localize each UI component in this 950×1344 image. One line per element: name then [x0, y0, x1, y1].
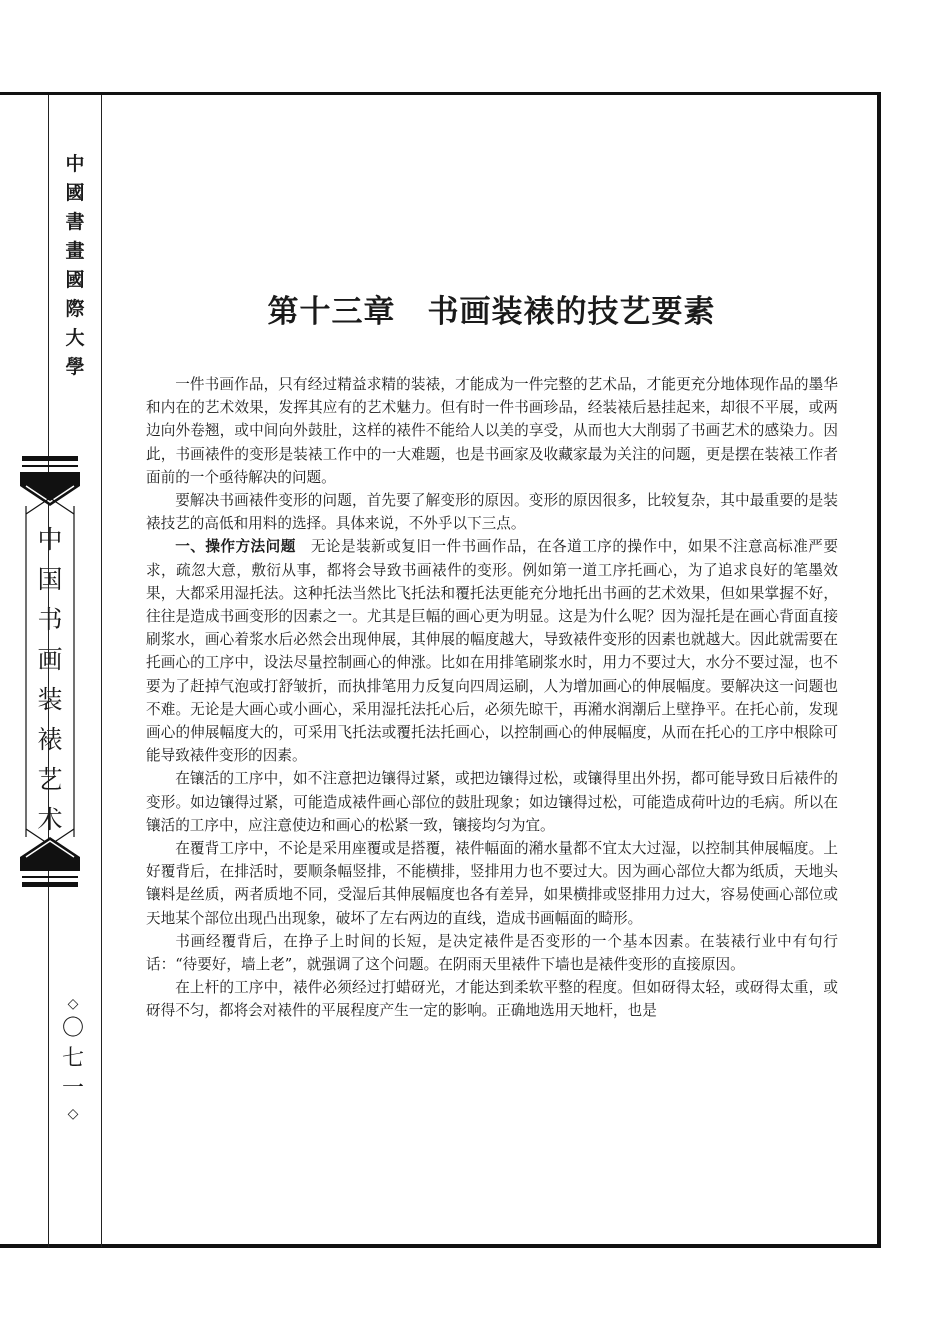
series-title-char: 國: [65, 182, 85, 204]
series-title-char: 際: [65, 298, 85, 320]
chapter-title: 第十三章 书画装裱的技艺要素: [267, 294, 716, 330]
series-title-char: 書: [65, 211, 85, 233]
paragraph: [146, 930, 838, 976]
book-title-char: 装: [37, 685, 63, 714]
paragraph-text: 无论是装新或复旧一件书画作品，在各道工序的操作中，如果不注意高标准严要求，疏忽大意，敷衍从事，都将会导致书画裱件的变形。例如第一道工序托画心，为了追求良好的笔墨效果，大都采用湿托法。这种托法当然比飞托法和覆托法更能充分地托出书画的艺术效果，但如果掌握不好，往往是造成书画变形的因素之一。尤其是巨幅的画心更为明显。这是为什么呢？因为湿托是在画心背面直接刷浆水，画心着浆水后必然会出现伸展，其伸展的幅度越大，导致裱件变形的因素也就越大。因此就需要在托画心的工序中，设法尽量控制画心的伸涨。比如在用排笔刷浆水时，用力不要过大，水分不要过湿，也不要为了赶掉气泡或打舒皱折，而执排笔用力反复向四周运刷，人为增加画心的伸展幅度。要解决这一问题也不难。无论是大画心或小画心，采用湿托法托心后，必须先晾干，再潲水润潮后上壁挣平。在托心前，发现画心的伸展幅度大的，可采用飞托法或覆托法托画心，以控制画心的伸展幅度，从而在托心的工序中根除可能导致裱件变形的因素。: [146, 538, 838, 765]
paragraph-text: 在覆背工序中，不论是采用座覆或是搭覆，裱件幅面的潲水量都不宜太大过湿，以控制其伸展幅度。上好覆背后，在排活时，要顺条幅竖排，不能横排，竖排用力也不要过大。因为画心部位大都为纸质，天地头镶料是丝质，两者质地不同，受湿后其伸展幅度也各有差异，如果横排或竖排用力过大，容易使画心部位或天地某个部位出现凸出现象，破坏了左右两边的直线，造成书画幅面的畸形。: [146, 840, 838, 927]
series-title-char: 中: [65, 153, 85, 175]
paragraph-text: 一件书画作品，只有经过精益求精的装裱，才能成为一件完整的艺术品，才能更充分地体现作品的墨华和内在的艺术效果，发挥其应有的艺术魅力。但有时一件书画珍品，经装裱后悬挂起来，却很不平展，或两边向外卷翘，或中间向外鼓肚，这样的裱件不能给人以美的享受，从而也大大削弱了书画艺术的感染力。因此，书画裱件的变形是装裱工作中的一大难题，也是书画家及收藏家最为关注的问题，更是摆在装裱工作者面前的一个亟待解决的问题。: [146, 376, 838, 486]
paragraph: [146, 976, 838, 1022]
book-title-box: [18, 456, 82, 887]
page-number-digit: 〇: [61, 1016, 84, 1041]
series-title-char: 畫: [65, 240, 85, 262]
series-title-char: 大: [65, 327, 85, 349]
section-heading: 一、操作方法问题: [175, 538, 296, 556]
page-number-digit: 七: [61, 1046, 84, 1071]
body-text: [146, 373, 838, 1023]
paragraph: [146, 489, 838, 535]
paragraph-text: 在镶活的工序中，如不注意把边镶得过紧，或把边镶得过松，或镶得里出外拐，都可能导致日后裱件的变形。如边镶得过紧，可能造成裱件画心部位的鼓肚现象；如边镶得过松，可能造成荷叶边的毛病。所以在镶活的工序中，应注意使边和画心的松紧一致，镶接均匀为宜。: [146, 770, 838, 834]
paragraph: [146, 767, 838, 837]
diamond-icon: ◇: [67, 1106, 79, 1122]
paragraph: [146, 373, 838, 489]
book-title-char: 国: [37, 565, 63, 594]
series-title-char: 國: [65, 269, 85, 291]
book-title-char: 中: [37, 525, 63, 554]
book-title-char: 画: [37, 645, 63, 674]
series-title-char: 學: [65, 356, 85, 378]
paragraph: [146, 837, 838, 930]
content-divider: [101, 95, 102, 1247]
diamond-icon: ◇: [67, 996, 79, 1012]
page-number-digit: 一: [61, 1076, 84, 1101]
book-title-char: 术: [37, 805, 63, 834]
book-title-vertical: [18, 520, 82, 840]
paragraph: [146, 535, 838, 767]
book-title-char: 书: [37, 605, 63, 634]
paragraph-text: 在上杆的工序中，裱件必须经过打蜡砑光，才能达到柔软平整的程度。但如砑得太轻，或砑得太重，或砑得不匀，都将会对裱件的平展程度产生一定的影响。正确地选用天地杆，也是: [146, 979, 838, 1020]
series-title-vertical: [52, 150, 98, 382]
page-number: [56, 994, 90, 1124]
paragraph-text: 要解决书画裱件变形的问题，首先要了解变形的原因。变形的原因很多，比较复杂，其中最重要的是装裱技艺的高低和用料的选择。具体来说，不外乎以下三点。: [146, 492, 838, 533]
book-title-char: 裱: [37, 725, 63, 754]
paragraph-text: 书画经覆背后，在挣子上时间的长短，是决定裱件是否变形的一个基本因素。在装裱行业中有句行话：“待要好，墙上老”，就强调了这个问题。在阴雨天里裱件下墙也是裱件变形的直接原因。: [146, 932, 838, 974]
book-title-char: 艺: [37, 765, 63, 794]
